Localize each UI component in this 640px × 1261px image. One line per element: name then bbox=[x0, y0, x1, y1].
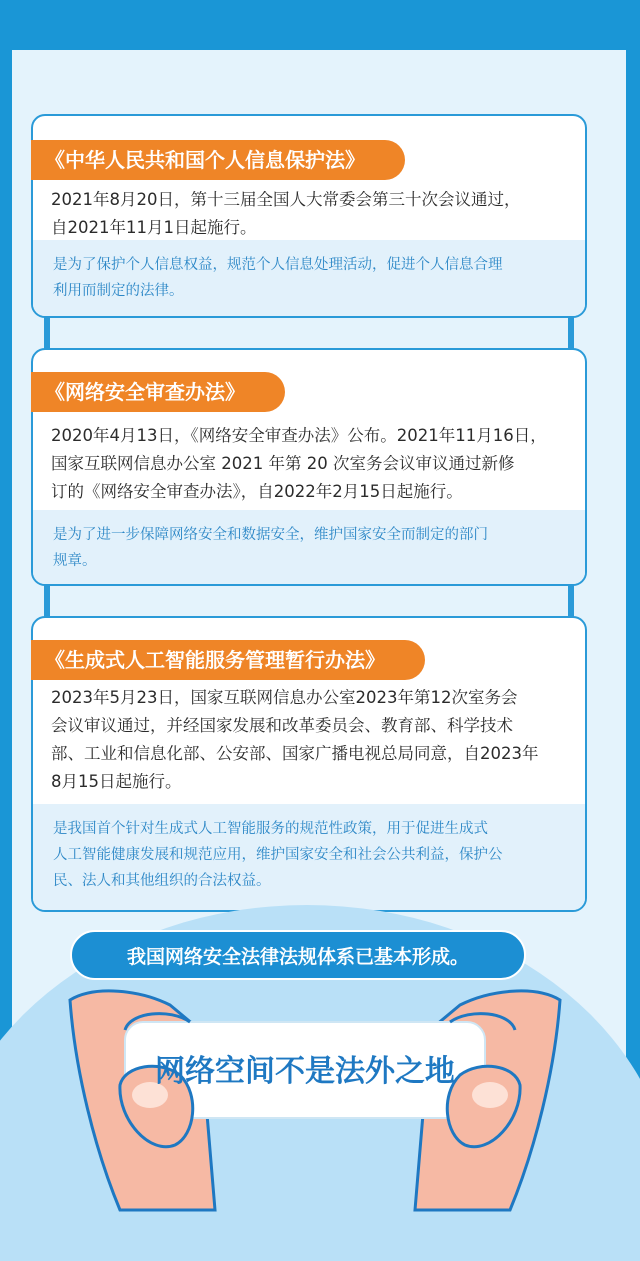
sign-slogan: 网络空间不是法外之地 bbox=[155, 1054, 455, 1089]
law-description-line: 8月15日起施行。 bbox=[51, 772, 182, 791]
law-purpose-line: 规章。 bbox=[53, 553, 97, 569]
law-title: 《网络安全审查办法》 bbox=[31, 372, 285, 412]
law-purpose-line: 人工智能健康发展和规范应用，维护国家安全和社会公共利益，保护公 bbox=[53, 847, 503, 863]
law-description-line: 订的《网络安全审查办法》，自2022年2月15日起施行。 bbox=[51, 482, 463, 501]
law-description-line: 国家互联网信息办公室 2021 年第 20 次室务会议审议通过新修 bbox=[51, 454, 515, 473]
law-description-line: 2020年4月13日，《网络安全审查办法》公布。2021年11月16日， bbox=[51, 426, 547, 445]
law-purpose-line: 是我国首个针对生成式人工智能服务的规范性政策，用于促进生成式 bbox=[53, 821, 488, 837]
law-purpose-line: 利用而制定的法律。 bbox=[53, 283, 184, 299]
law-description-line: 部、工业和信息化部、公安部、国家广播电视总局同意，自2023年 bbox=[51, 744, 539, 763]
law-purpose-line: 是为了保护个人信息权益，规范个人信息处理活动，促进个人信息合理 bbox=[53, 257, 503, 273]
law-title: 《中华人民共和国个人信息保护法》 bbox=[31, 140, 405, 180]
law-title: 《生成式人工智能服务管理暂行办法》 bbox=[31, 640, 425, 680]
law-description-line: 2023年5月23日，国家互联网信息办公室2023年第12次室务会 bbox=[51, 688, 518, 707]
law-description-line: 自2021年11月1日起施行。 bbox=[51, 218, 257, 237]
law-description-line: 会议审议通过，并经国家发展和改革委员会、教育部、科学技术 bbox=[51, 716, 513, 735]
law-purpose-line: 民、法人和其他组织的合法权益。 bbox=[53, 873, 271, 889]
law-description-line: 2021年8月20日，第十三届全国人大常委会第三十次会议通过， bbox=[51, 190, 521, 209]
law-purpose-line: 是为了进一步保障网络安全和数据安全，维护国家安全而制定的部门 bbox=[53, 527, 488, 543]
conclusion-banner: 我国网络安全法律法规体系已基本形成。 bbox=[70, 930, 526, 980]
